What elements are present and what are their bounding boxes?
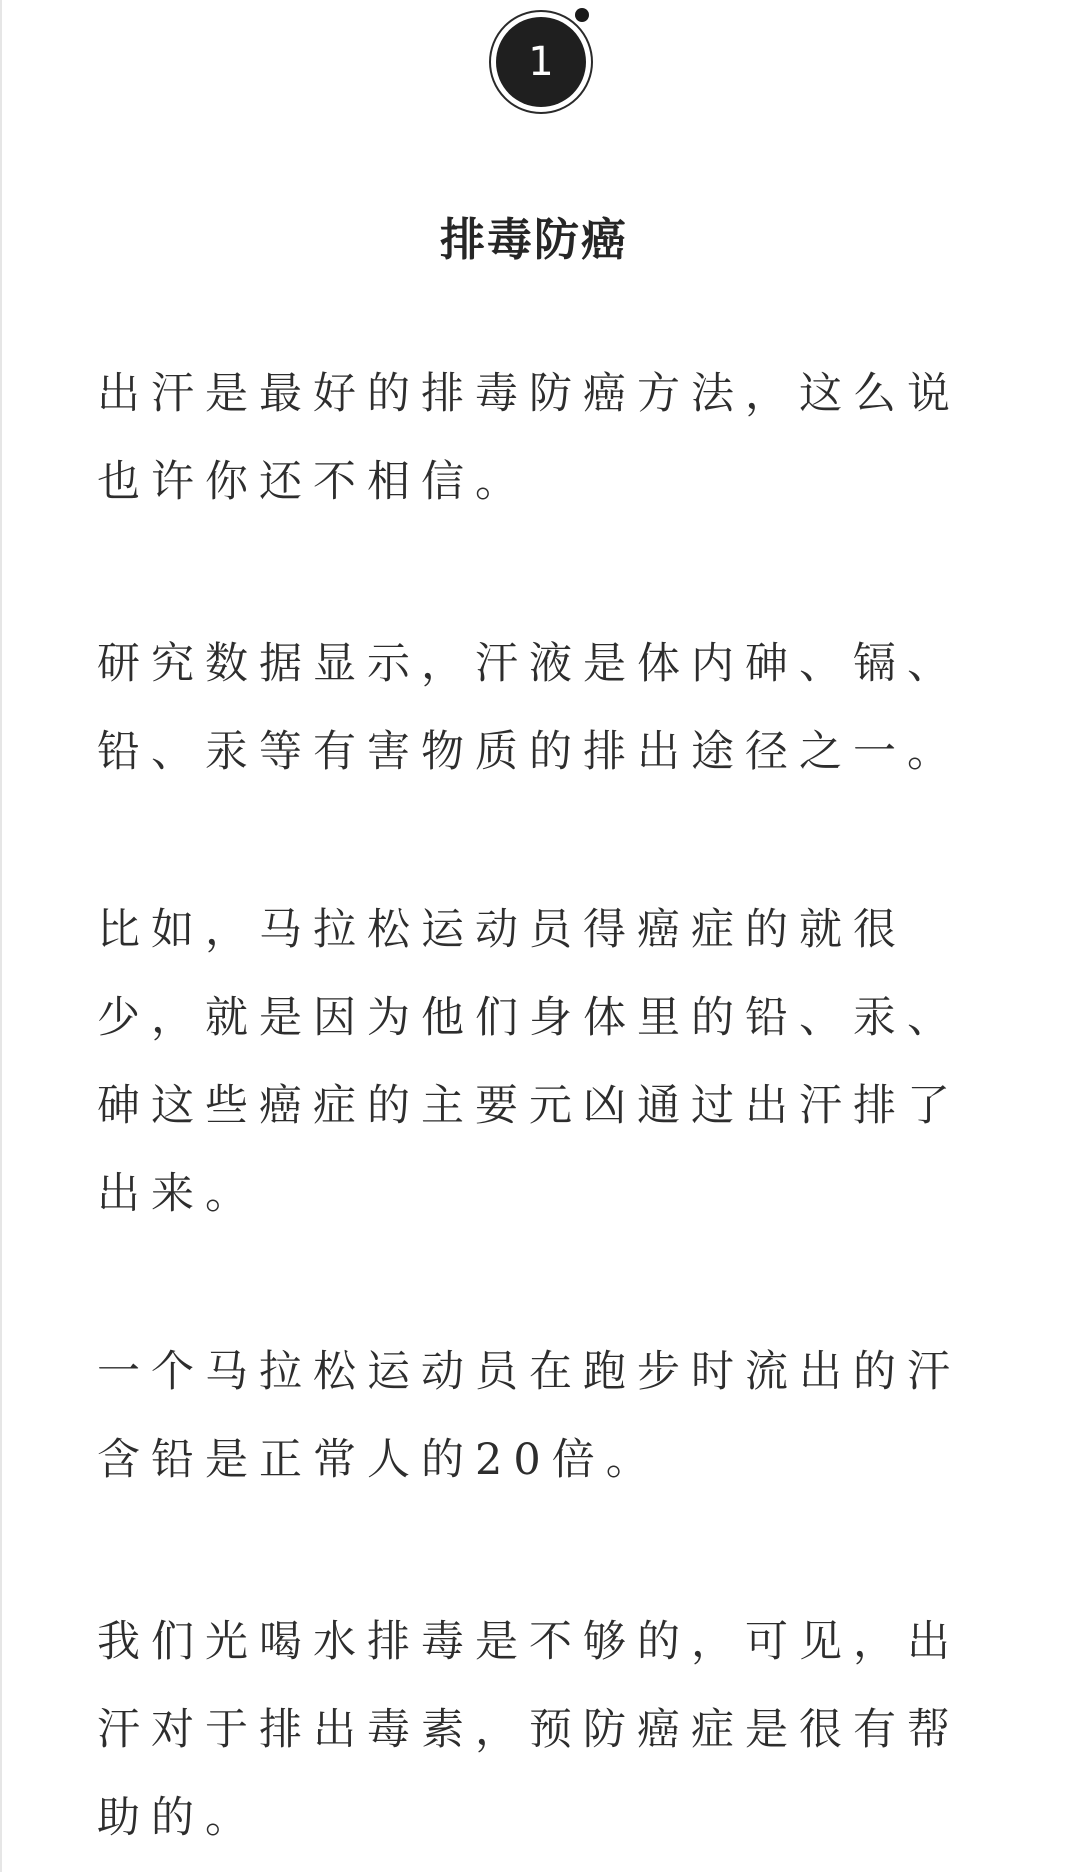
paragraph-3: 比如，马拉松运动员得癌症的就很少，就是因为他们身体里的铅、汞、砷这些癌症的主要元凶通过出汗排了出来。 <box>97 905 961 1219</box>
paragraph-1: 出汗是最好的排毒防癌方法，这么说也许你还不相信。 <box>97 369 961 507</box>
paragraph-4: 一个马拉松运动员在跑步时流出的汗含铅是正常人的20倍。 <box>97 1347 961 1485</box>
paragraph-2: 研究数据显示，汗液是体内砷、镉、铅、汞等有害物质的排出途径之一。 <box>97 639 961 777</box>
paragraph-5: 我们光喝水排毒是不够的，可见，出汗对于排出毒素，预防癌症是很有帮助的。 <box>97 1617 961 1843</box>
section-title: 排毒防癌 <box>439 213 628 267</box>
section-number-badge <box>489 10 593 114</box>
badge-number: 1 <box>496 17 586 107</box>
badge-dot-icon <box>575 8 589 22</box>
